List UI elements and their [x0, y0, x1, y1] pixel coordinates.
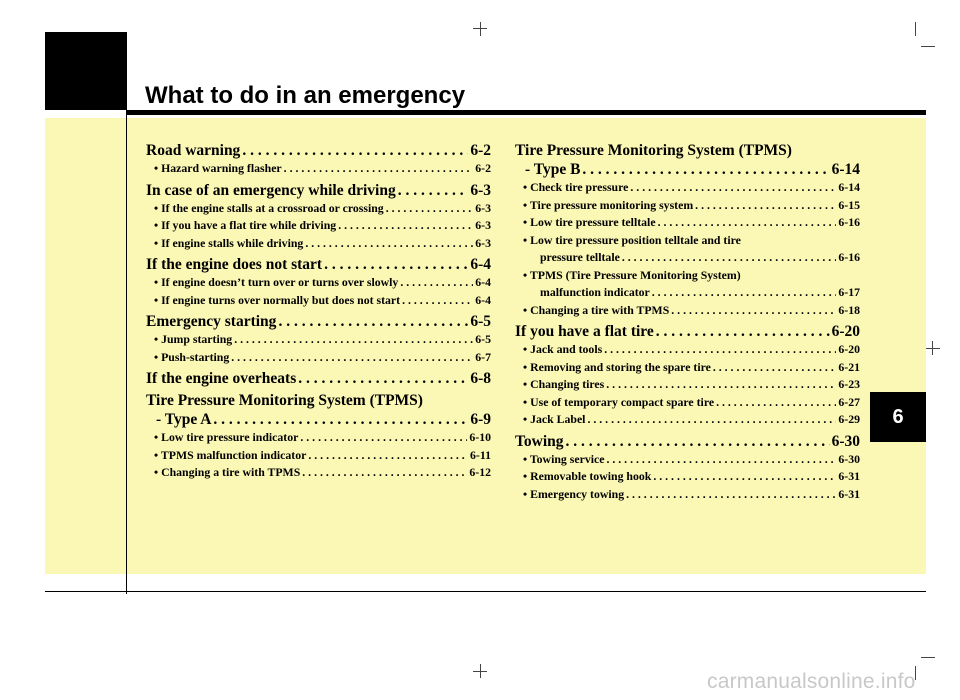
toc-subentry[interactable]: • Removable towing hook . . . 6-31 — [515, 468, 860, 486]
crop-mark-br-h — [921, 657, 935, 658]
toc-subentry[interactable]: • Changing a tire with TPMS . . . 6-18 — [515, 302, 860, 320]
toc-subentry[interactable]: • Changing a tire with TPMS . . . 6-12 — [146, 464, 491, 482]
toc-subentry[interactable]: • Towing service . . . 6-30 — [515, 451, 860, 469]
toc-subentry[interactable]: • Changing tires . . . 6-23 — [515, 376, 860, 394]
toc-entry[interactable]: If the engine does not start . . . 6-4 — [146, 255, 491, 274]
toc-left-column — [146, 138, 491, 482]
toc-right-column — [515, 138, 860, 503]
toc-entry[interactable]: Emergency starting . . . 6-5 — [146, 312, 491, 331]
toc-subentry[interactable]: • Jack and tools . . . 6-20 — [515, 341, 860, 359]
toc-subentry[interactable]: • Hazard warning flasher . . . 6-2 — [146, 160, 491, 178]
crop-mark-top-v — [480, 22, 481, 36]
crop-mark-tr-h — [921, 46, 935, 47]
crop-mark-top-h — [473, 28, 487, 29]
left-margin-line — [126, 110, 127, 594]
toc-entry[interactable]: Towing . . . 6-30 — [515, 432, 860, 451]
crop-mark-right-h — [926, 348, 940, 349]
toc-subentry-heading: • Low tire pressure position telltale and tire — [523, 232, 741, 247]
toc-subentry[interactable]: • Low tire pressure indicator . . . 6-10 — [146, 429, 491, 447]
toc-entry[interactable]: - Type A . . . 6-9 — [146, 410, 491, 429]
toc-entry-heading: Tire Pressure Monitoring System (TPMS) — [515, 142, 792, 159]
bottom-rule — [45, 591, 926, 592]
toc-entry-heading: Tire Pressure Monitoring System (TPMS) — [146, 392, 423, 409]
toc-subentry[interactable]: • Jack Label . . . 6-29 — [515, 411, 860, 429]
title-rule — [127, 110, 926, 115]
page-title: What to do in an emergency — [145, 82, 466, 109]
toc-entry[interactable]: - Type B . . . 6-14 — [515, 160, 860, 179]
toc-subentry[interactable]: • Emergency towing . . . 6-31 — [515, 486, 860, 504]
toc-subentry[interactable]: • If you have a flat tire while driving . . . 6-3 — [146, 217, 491, 235]
crop-mark-bottom-h — [473, 671, 487, 672]
toc-entry[interactable]: If the engine overheats . . . 6-8 — [146, 369, 491, 388]
toc-subentry[interactable]: • Low tire pressure telltale . . . 6-16 — [515, 214, 860, 232]
toc-subentry[interactable]: malfunction indicator . . . 6-17 — [515, 284, 860, 302]
toc-subentry[interactable]: • Push-starting . . . 6-7 — [146, 349, 491, 367]
toc-subentry[interactable]: • If engine turns over normally but does not start . . . 6-4 — [146, 292, 491, 310]
toc-entry[interactable]: Road warning . . . 6-2 — [146, 141, 491, 160]
crop-mark-tr-v — [915, 22, 916, 36]
toc-subentry[interactable]: • TPMS malfunction indicator . . . 6-11 — [146, 447, 491, 465]
toc-subentry[interactable]: • Jump starting . . . 6-5 — [146, 331, 491, 349]
toc-subentry[interactable]: • If engine stalls while driving . . . 6-3 — [146, 235, 491, 253]
toc-subentry[interactable]: • If the engine stalls at a crossroad or crossing . . . 6-3 — [146, 200, 491, 218]
toc-subentry-heading: • TPMS (Tire Pressure Monitoring System) — [523, 267, 741, 282]
footer-watermark: carmanualsonline.info — [707, 670, 916, 693]
chapter-tab[interactable]: 6 — [870, 392, 926, 442]
toc-subentry[interactable]: pressure telltale . . . 6-16 — [515, 249, 860, 267]
header-black-block — [45, 32, 127, 110]
toc-subentry[interactable]: • Check tire pressure . . . 6-14 — [515, 179, 860, 197]
toc-subentry[interactable]: • Use of temporary compact spare tire . . . 6-27 — [515, 394, 860, 412]
toc-subentry[interactable]: • Removing and storing the spare tire . . . 6-21 — [515, 359, 860, 377]
toc-entry[interactable]: If you have a flat tire . . . 6-20 — [515, 322, 860, 341]
toc-subentry[interactable]: • Tire pressure monitoring system . . . 6-15 — [515, 197, 860, 215]
toc-entry[interactable]: In case of an emergency while driving . . . 6-3 — [146, 181, 491, 200]
toc-subentry[interactable]: • If engine doesn’t turn over or turns over slowly . . . 6-4 — [146, 274, 491, 292]
